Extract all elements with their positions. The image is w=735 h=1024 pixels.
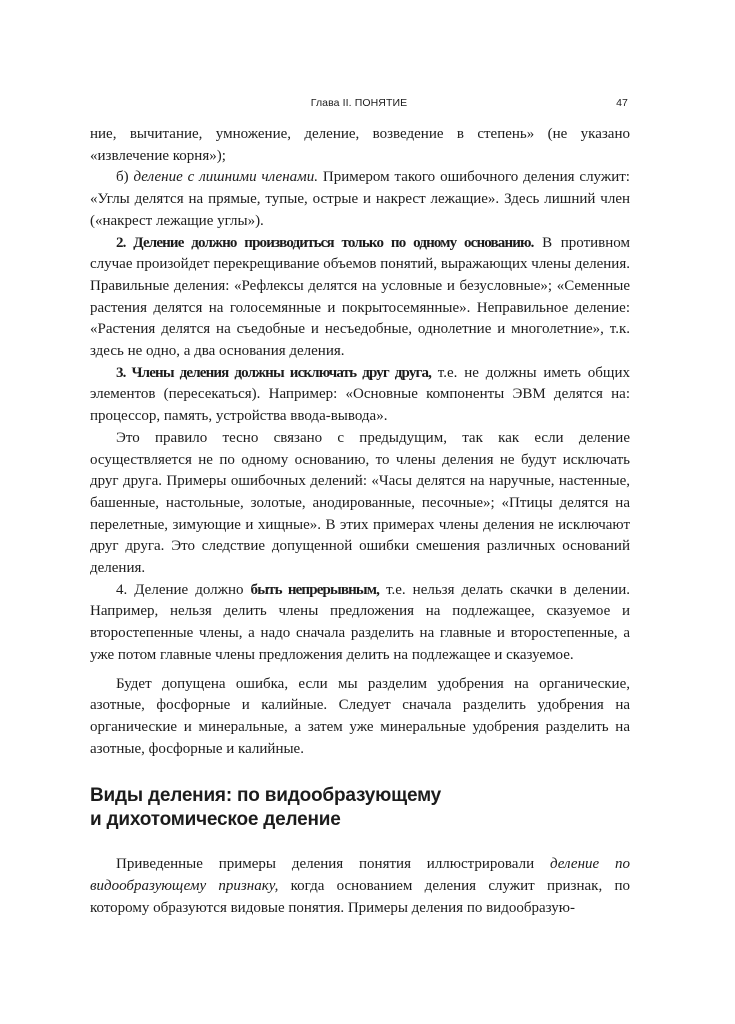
paragraph-continuation: ние, вычитание, умножение, деление, возведение в степень» (не указано «извлечение корня»); xyxy=(90,126,630,164)
term-extra-members: деление с лишними членами. xyxy=(133,169,318,186)
section-heading xyxy=(90,784,630,832)
paragraph-rule-3-explanation: Это правило тесно связано с предыдущим, так как если деление осуществляется не по одному основанию, то члены деления не будут исключать друг друга. Примеры ошибочных делений: «Часы делятся на наручные, настенные, башенные, настольные, золотые, анодированные, песочные»; «Птицы делятся на перелетные, зимующие и хищные». В этих примерах члены деления не исключают друг друга. Это следствие допущенной ошибки смешения различных оснований деления. xyxy=(90,429,630,577)
section-heading-line-2: и дихотомическое деление xyxy=(90,809,341,831)
rule-4-paragraph xyxy=(90,580,630,667)
rule-4-prefix: 4. Деление должно xyxy=(116,581,251,598)
list-marker: б) xyxy=(116,169,134,186)
term-species-division: деление по видообразующему признаку, xyxy=(90,856,630,895)
paragraph-text: Приведенные примеры деления понятия иллюстрировали xyxy=(116,856,550,873)
rule-3-paragraph xyxy=(90,363,630,428)
paragraph-text: т.е. нельзя делать скачки в делении. Например, нельзя делить члены предложения на подлежащее, сказуемое и второстепенные члены, а надо сначала разделить на главные и второстепенные, а уже потом главные члены предложения делить на подлежащее и сказуемое. xyxy=(90,581,630,663)
paragraph-text: Примером такого ошибочного деления служит: «Углы делятся на прямые, тупые, острые и накрест лежащие». Здесь лишний член («накрест лежащие углы»). xyxy=(90,169,630,229)
rule-3-heading: 3. Члены деления должны исключать друг друга, xyxy=(116,364,431,381)
paragraph-text: В противном случае произойдет перекрещивание объемов понятий, выражающих члены деления. Правильные деления: «Рефлексы делятся на условные и безусловные»; «Семенные растения делятся на голосемянные и покрытосемянные». Неправильное деление: «Растения делятся на съедобные и несъедобные, однолетние и многолетние», т.к. здесь не одно, а два основания деления. xyxy=(90,234,630,360)
section-heading-line-1: Виды деления: по видообразующему xyxy=(90,785,442,807)
rule-2-paragraph xyxy=(90,233,630,363)
paragraph-text: т.е. не должны иметь общих элементов (пересекаться). Например: «Основные компоненты ЭВМ делятся на: процессор, память, устройства ввода-вывода». xyxy=(90,364,630,425)
paragraph-species-division xyxy=(90,854,630,919)
rule-2-heading: 2. Деление должно производиться только по одному основанию. xyxy=(116,234,534,251)
rule-4-heading: быть непрерывным, xyxy=(250,581,380,598)
running-header xyxy=(90,97,628,111)
paragraph-fertilizer-example: Будет допущена ошибка, если мы разделим удобрения на органические, азотные, фосфорные и калийные. Следует сначала разделить удобрения на органические и минеральные, а затем уже минеральные удобрения разделить на азотные, фосфорные и калийные. xyxy=(90,675,630,757)
page-body xyxy=(90,124,630,920)
running-title: Глава II. ПОНЯТИЕ xyxy=(310,97,408,109)
paragraph-text: когда основанием деления служит признак, по которому образуются видовые понятия. Примеры деления по видообразую- xyxy=(90,878,630,916)
page-number: 47 xyxy=(616,97,628,109)
paragraph-extra-members xyxy=(90,167,630,232)
